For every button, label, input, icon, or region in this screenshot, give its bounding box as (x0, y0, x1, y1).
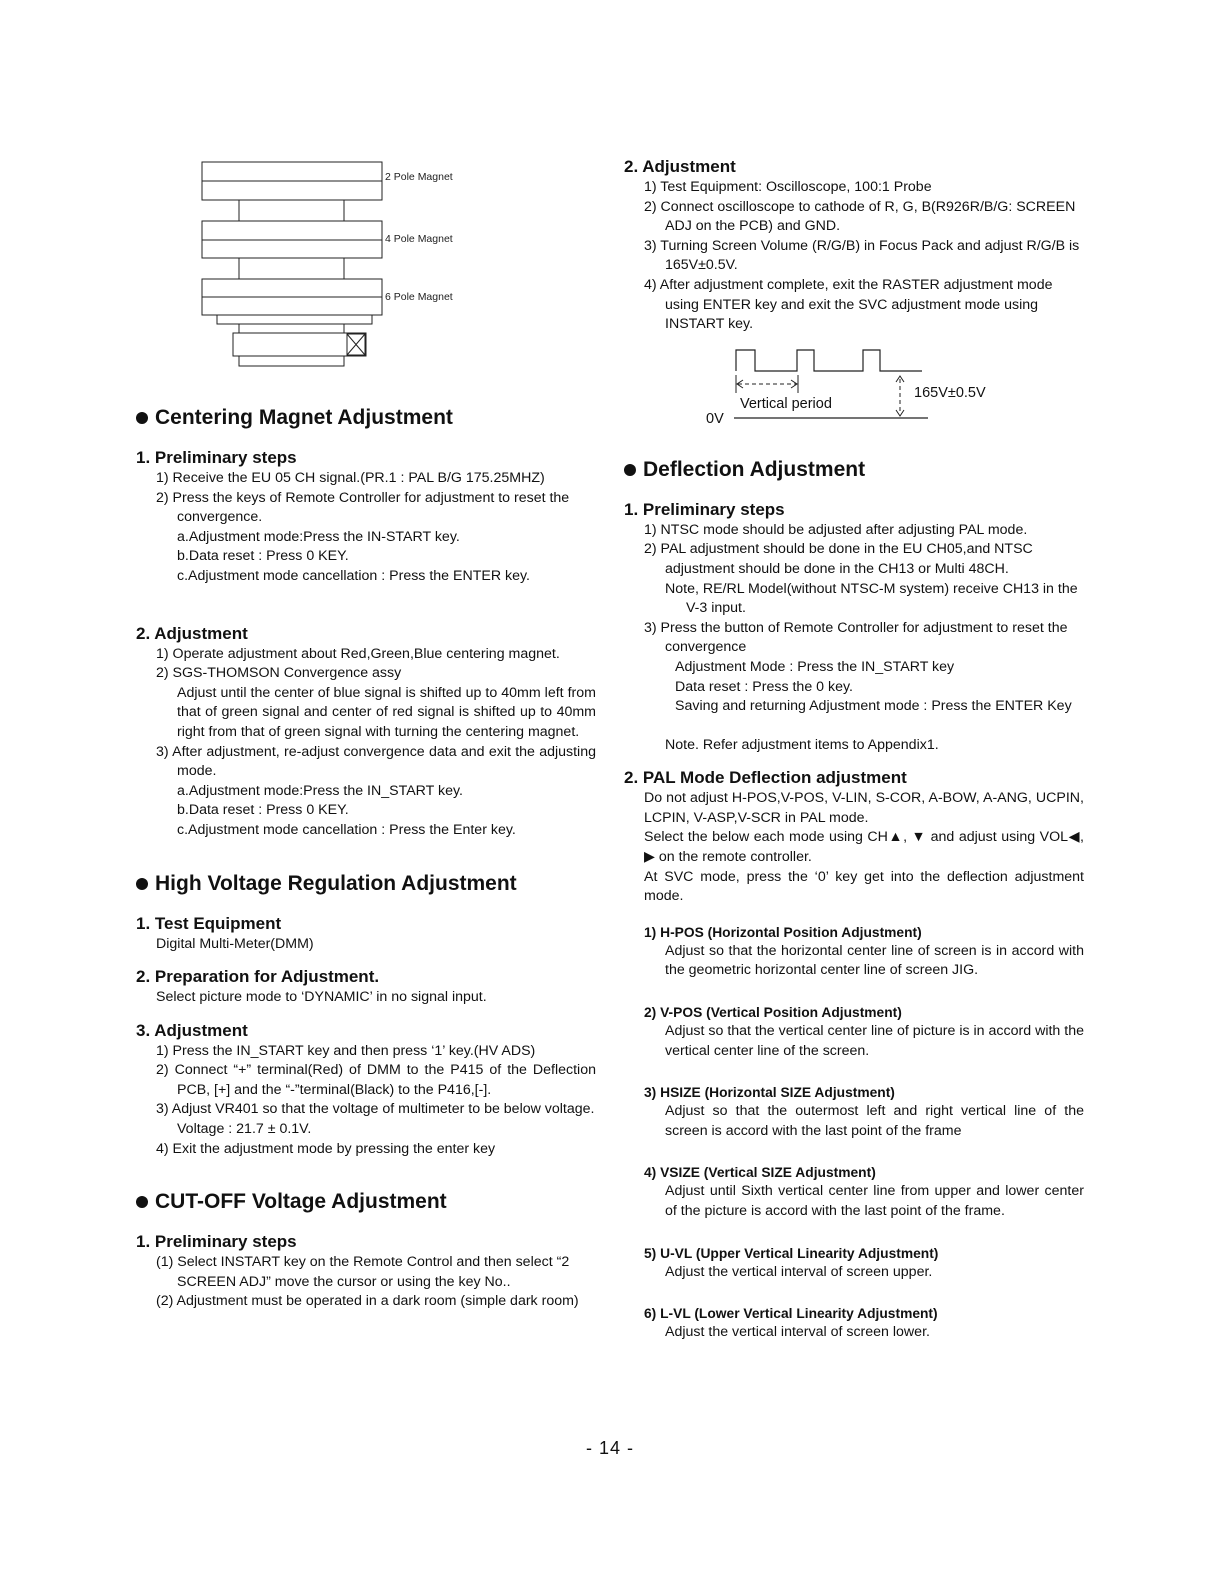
hv-test-equipment-body: Digital Multi-Meter(DMM) (156, 935, 314, 952)
deflection-reset: Data reset : Press the 0 key. (675, 678, 853, 695)
deflection-note2: Note. Refer adjustment items to Appendix1. (665, 736, 939, 753)
page-number: - 14 - (585, 1438, 634, 1458)
cutoff-step-1: (1) Select INSTART key on the Remote Control and then select “2 SCREEN ADJ” move the cursor or using the key No.. (156, 1254, 570, 1290)
vertical-period-waveform-diagram (700, 343, 1000, 433)
hv-test-equipment-heading: 1. Test Equipment (136, 913, 282, 933)
item-vsize-body: Adjust until Sixth vertical center line from upper and lower center of the picture is accord with the last point of the frame. (665, 1183, 1084, 1219)
hv-step-4: 4) Exit the adjustment mode by pressing the enter key (156, 1140, 496, 1157)
deflection-step-2: 2) PAL adjustment should be done in the EU CH05,and NTSC adjustment should be done in the CH13 or Multi 48CH. (644, 541, 1033, 577)
centering-adj-step-1: 1) Operate adjustment about Red,Green,Blue centering magnet. (156, 645, 560, 662)
centering-adj-step-3: 3) After adjustment, re-adjust convergence data and exit the adjusting mode. (156, 743, 596, 780)
item-hsize-heading: 3) HSIZE (Horizontal SIZE Adjustment) (644, 1085, 895, 1101)
centering-step-2a: 2) Press the keys of Remote Controller for adjustment to reset the (156, 489, 570, 506)
hv-step-3: 3) Adjust VR401 so that the voltage of multimeter to be below voltage. (156, 1101, 595, 1118)
centering-adj-step-2-body: Adjust until the center of blue signal is shifted up to 40mm left from that of green signal and center of red signal is shifted up to 40mm right from that of green signal with turning the centering magnet. (177, 684, 596, 740)
item-vpos-heading: 2) V-POS (Vertical Position Adjustment) (644, 1005, 902, 1021)
centering-adj-step-2: 2) SGS-THOMSON Convergence assy (156, 665, 402, 682)
cutoff-adj-step-4: 4) After adjustment complete, exit the RASTER adjustment mode using ENTER key and exit the SVC adjustment mode using INSTART key. (644, 276, 1053, 333)
cutoff-adj-step-2: 2) Connect oscilloscope to cathode of R, G, B(R926R/B/G: SCREEN ADJ on the PCB) and GND. (644, 198, 1076, 235)
cutoff-preliminary-heading: 1. Preliminary steps (136, 1232, 297, 1252)
deflection-section-title: Deflection Adjustment (624, 457, 1084, 483)
pal-deflection-heading: 2. PAL Mode Deflection adjustment (624, 768, 907, 788)
centering-step-b: b.Data reset : Press 0 KEY. (177, 548, 349, 565)
cutoff-step-2: (2) Adjustment must be operated in a dark room (simple dark room) (156, 1293, 579, 1310)
item-hpos-heading: 1) H-POS (Horizontal Position Adjustment) (644, 924, 922, 940)
hv-step-1: 1) Press the IN_START key and then press ‘1’ key.(HV ADS) (156, 1042, 536, 1059)
hv-preparation-body: Select picture mode to ‘DYNAMIC’ in no signal input. (156, 989, 487, 1006)
cutoff-adj-step-1: 1) Test Equipment: Oscilloscope, 100:1 Probe (644, 179, 932, 195)
cutoff-adjustment-heading: 2. Adjustment (624, 157, 736, 176)
period-label: Vertical period (740, 396, 832, 412)
item-uvl-heading: 5) U-VL (Upper Vertical Linearity Adjustment) (644, 1245, 939, 1261)
magnet-label-2pole: 2 Pole Magnet (385, 171, 453, 183)
hv-adjustment-heading: 3. Adjustment (136, 1020, 248, 1040)
hv-voltage: Voltage : 21.7 ± 0.1V. (177, 1121, 312, 1138)
hv-preparation-heading: 2. Preparation for Adjustment. (136, 967, 380, 987)
deflection-step-3: 3) Press the button of Remote Controller for adjustment to reset the convergence (644, 619, 1068, 656)
bullet-icon (136, 412, 148, 424)
waveform-trace (736, 350, 922, 371)
item-vsize-heading: 4) VSIZE (Vertical SIZE Adjustment) (644, 1165, 876, 1181)
deflection-step-1: 1) NTSC mode should be adjusted after adjusting PAL mode. (644, 521, 1028, 538)
deflection-note: Note, RE/RL Model(without NTSC-M system) receive CH13 in the V-3 input. (665, 580, 1078, 617)
centering-adj-step-a: a.Adjustment mode:Press the IN_START key. (177, 782, 463, 799)
item-hpos-body: Adjust so that the horizontal center line of screen is in accord with the geometric horizontal center line of screen JIG. (665, 942, 1084, 979)
centering-adjustment-heading: 2. Adjustment (136, 623, 248, 643)
zero-volt-label: 0V (706, 411, 724, 427)
bullet-icon (136, 1196, 148, 1208)
centering-step-a: a.Adjustment mode:Press the IN-START key. (177, 528, 460, 545)
magnet-label-4pole: 4 Pole Magnet (385, 233, 453, 245)
hv-section-title: High Voltage Regulation Adjustment (136, 871, 596, 897)
left-column (136, 405, 596, 1312)
magnet-label-6pole: 6 Pole Magnet (385, 291, 453, 303)
cutoff-adj-step-3: 3) Turning Screen Volume (R/G/B) in Focus Pack and adjust R/G/B is 165V±0.5V. (644, 237, 1080, 274)
deflection-mode: Adjustment Mode : Press the IN_START key (675, 658, 955, 675)
centering-adj-step-b: b.Data reset : Press 0 KEY. (177, 802, 349, 819)
bullet-icon (136, 878, 148, 890)
centering-preliminary-heading: 1. Preliminary steps (136, 448, 297, 467)
right-column (624, 156, 1084, 1343)
cutoff-section-title: CUT-OFF Voltage Adjustment (136, 1189, 596, 1215)
centering-step-1: 1) Receive the EU 05 CH signal.(PR.1 : PAL B/G 175.25MHZ) (156, 470, 545, 486)
centering-adj-step-c: c.Adjustment mode cancellation : Press the Enter key. (177, 821, 516, 838)
centering-step-c: c.Adjustment mode cancellation : Press the ENTER key. (177, 567, 530, 584)
pal-para-2: Select the below each mode using CH▲, ▼ and adjust using VOL◀, ▶ on the remote controller. (644, 829, 1084, 866)
voltage-label: 165V±0.5V (914, 385, 986, 401)
bullet-icon (624, 464, 636, 476)
pal-para-1: Do not adjust H-POS,V-POS, V-LIN, S-COR, A-BOW, A-ANG, UCPIN, LCPIN, V-ASP,V-SCR in PAL mode. (644, 790, 1084, 826)
item-lvl-heading: 6) L-VL (Lower Vertical Linearity Adjustment) (644, 1306, 938, 1322)
deflection-preliminary-heading: 1. Preliminary steps (624, 499, 785, 519)
item-vpos-body: Adjust so that the vertical center line of picture is in accord with the vertical center line of the screen. (665, 1023, 1084, 1059)
item-hsize-body: Adjust so that the outermost left and right vertical line of the screen is accord with the last point of the frame (665, 1103, 1084, 1139)
hv-step-2: 2) Connect “+” terminal(Red) of DMM to the P415 of the Deflection PCB, [+] and the “-”terminal(Black) to the P416,[-]. (156, 1062, 596, 1098)
item-uvl-body: Adjust the vertical interval of screen upper. (665, 1263, 933, 1280)
item-lvl-body: Adjust the vertical interval of screen lower. (665, 1324, 930, 1341)
centering-step-2b: convergence. (177, 509, 263, 526)
centering-section-title: Centering Magnet Adjustment (136, 405, 596, 431)
pal-para-3: At SVC mode, press the ‘0’ key get into the deflection adjustment mode. (644, 868, 1084, 905)
deflection-save: Saving and returning Adjustment mode : Press the ENTER Key (675, 698, 1072, 715)
